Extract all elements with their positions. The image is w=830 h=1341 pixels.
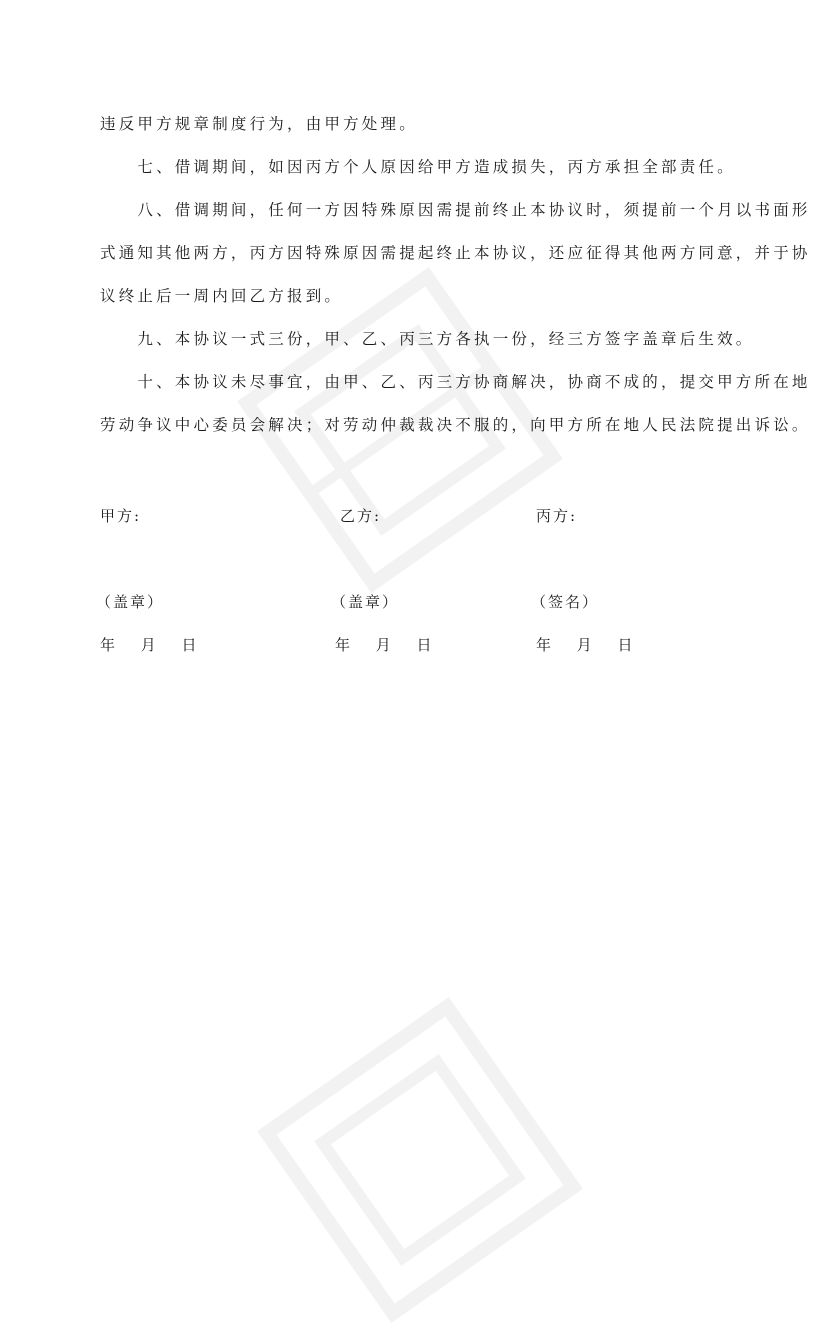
paragraph-clause-9: 九、本协议一式三份，甲、乙、丙三方各执一份，经三方签字盖章后生效。 xyxy=(100,330,755,348)
paragraph-line: 劳动争议中心委员会解决；对劳动仲裁裁决不服的，向甲方所在地人民法院提出诉讼。 xyxy=(100,416,811,434)
party-c-signature: （签名） xyxy=(531,593,600,611)
party-c-label: 丙方: xyxy=(536,507,578,525)
party-a-date: 年 月 日 xyxy=(100,636,199,654)
paragraph-line: 式通知其他两方，丙方因特殊原因需提起终止本协议，还应征得其他两方同意，并于协 xyxy=(100,244,811,262)
paragraph-clause-7: 七、借调期间，如因丙方个人原因给甲方造成损失，丙方承担全部责任。 xyxy=(100,158,736,176)
party-a-seal: （盖章） xyxy=(96,593,165,611)
party-b-date: 年 月 日 xyxy=(335,636,434,654)
party-b-seal: （盖章） xyxy=(331,593,400,611)
paragraph-clause-10: 十、本协议未尽事宜，由甲、乙、丙三方协商解决，协商不成的，提交甲方所在地 xyxy=(100,373,811,391)
paragraph-line: 违反甲方规章制度行为，由甲方处理。 xyxy=(100,115,418,133)
paragraph-clause-8: 八、借调期间，任何一方因特殊原因需提前终止本协议时，须提前一个月以书面形 xyxy=(100,201,811,219)
watermark-icon xyxy=(239,979,601,1341)
party-a-label: 甲方: xyxy=(100,507,142,525)
party-c-date: 年 月 日 xyxy=(536,636,635,654)
paragraph-line: 议终止后一周内回乙方报到。 xyxy=(100,287,344,305)
party-b-label: 乙方: xyxy=(340,507,382,525)
